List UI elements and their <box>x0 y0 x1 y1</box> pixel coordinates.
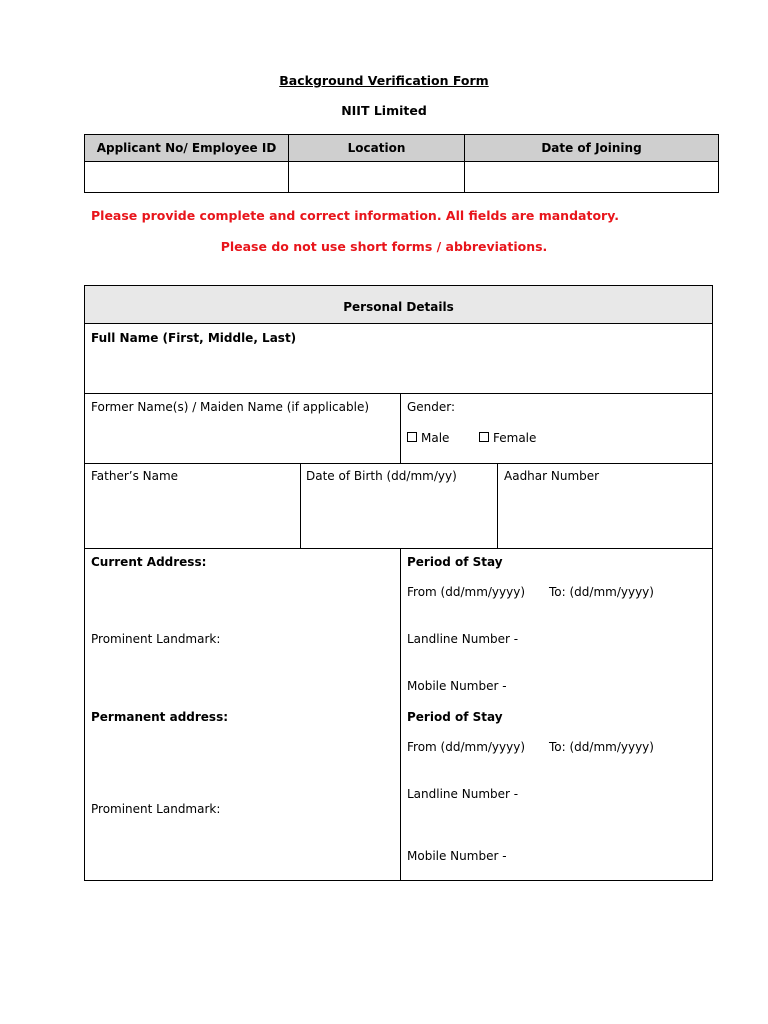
divider <box>85 393 712 394</box>
divider <box>400 548 401 880</box>
date-of-joining-field[interactable] <box>465 162 719 193</box>
divider <box>85 548 712 549</box>
dob-label: Date of Birth (dd/mm/yy) <box>306 469 457 483</box>
divider <box>85 463 712 464</box>
divider <box>497 463 498 548</box>
applicant-table-header <box>85 135 719 162</box>
permanent-to-label: To: (dd/mm/yyyy) <box>549 740 654 754</box>
divider <box>400 393 401 463</box>
applicant-id-field[interactable] <box>85 162 289 193</box>
permanent-address-label: Permanent address: <box>91 710 229 724</box>
permanent-period-label: Period of Stay <box>407 710 503 724</box>
applicant-id-header: Applicant No/ Employee ID <box>85 135 289 162</box>
current-from-label: From (dd/mm/yyyy) <box>407 585 526 599</box>
form-title: Background Verification Form <box>279 73 489 88</box>
father-name-label: Father’s Name <box>91 469 179 483</box>
current-to-label: To: (dd/mm/yyyy) <box>549 585 654 599</box>
gender-female-option[interactable] <box>479 431 536 445</box>
current-landline-label: Landline Number - <box>407 632 519 646</box>
permanent-from-label: From (dd/mm/yyyy) <box>407 740 526 754</box>
permanent-landmark-label: Prominent Landmark: <box>91 802 221 816</box>
abbreviation-notice: Please do not use short forms / abbreviations. <box>220 239 548 254</box>
female-label: Female <box>493 431 537 445</box>
aadhar-label: Aadhar Number <box>504 469 600 483</box>
date-of-joining-header: Date of Joining <box>465 135 719 162</box>
applicant-table <box>84 134 719 193</box>
permanent-landline-label: Landline Number - <box>407 787 519 801</box>
current-mobile-label: Mobile Number - <box>407 679 507 693</box>
gender-male-option[interactable] <box>407 431 449 445</box>
mandatory-notice: Please provide complete and correct information. All fields are mandatory. <box>91 208 619 223</box>
full-name-label: Full Name (First, Middle, Last) <box>91 331 297 345</box>
personal-details-title: Personal Details <box>343 300 454 314</box>
location-header: Location <box>289 135 465 162</box>
male-checkbox[interactable] <box>407 432 417 442</box>
current-address-label: Current Address: <box>91 555 207 569</box>
current-period-label: Period of Stay <box>407 555 503 569</box>
male-label: Male <box>421 431 450 445</box>
permanent-mobile-label: Mobile Number - <box>407 849 507 863</box>
location-field[interactable] <box>289 162 465 193</box>
former-name-label: Former Name(s) / Maiden Name (if applicable) <box>91 400 370 414</box>
female-checkbox[interactable] <box>479 432 489 442</box>
applicant-table-row <box>85 162 719 193</box>
company-name: NIIT Limited <box>341 103 427 118</box>
gender-label: Gender: <box>407 400 456 414</box>
current-landmark-label: Prominent Landmark: <box>91 632 221 646</box>
divider <box>300 463 301 548</box>
